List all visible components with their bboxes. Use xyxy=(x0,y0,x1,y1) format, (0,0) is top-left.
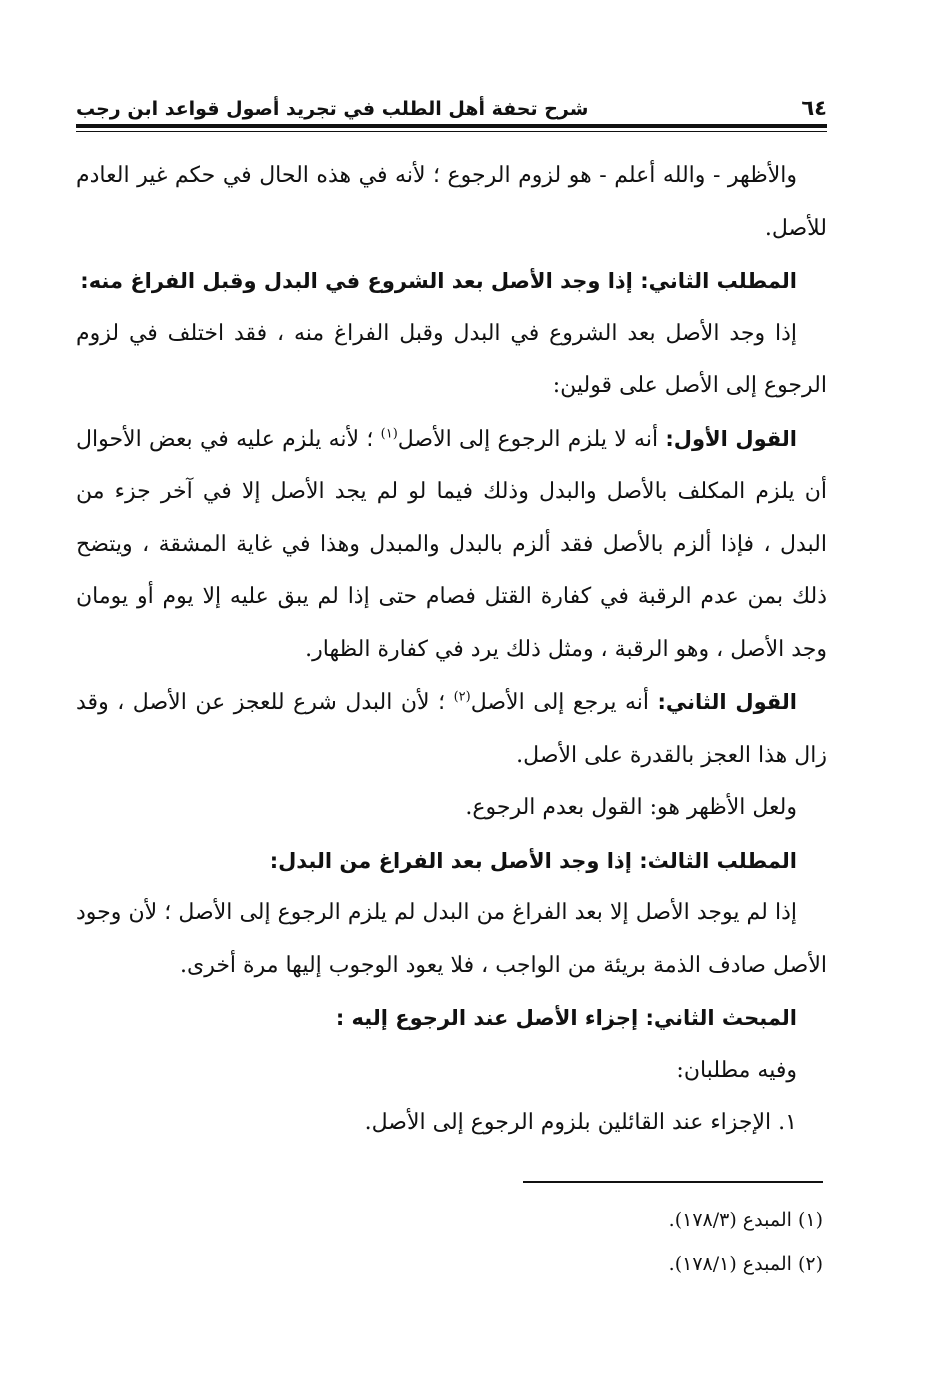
section-heading: المطلب الثالث: إذا وجد الأصل بعد الفراغ من البدل: xyxy=(269,848,797,873)
body-text xyxy=(76,150,827,1150)
footnotes xyxy=(323,1198,823,1286)
book-title: شرح تحفة أهل الطلب في تجريد أصول قواعد ابن رجب xyxy=(76,98,589,120)
paragraph-first-opinion xyxy=(76,413,827,677)
opinion-text-continued: ؛ لأن البدل شرع للعجز عن الأصل ، وقد زال هذا العجز بالقدرة على الأصل. xyxy=(76,690,827,768)
footnote-ref[interactable]: (٢) xyxy=(453,689,471,705)
opinion-label: القول الأول: xyxy=(665,426,798,451)
opinion-text-continued: ؛ لأنه يلزم عليه في بعض الأحوال أن يلزم المكلف بالأصل والبدل وذلك فيما لو لم يجد الأصل إلا في آخر جزء من البدل ، فإذا ألزم بالأصل فقد ألزم بالبدل والمبدل وهذا في غاية المشقة ، ويتضح ذلك بمن عدم الرقبة في كفارة القتل فصام حتى إذا لم يبق عليه إلا يوم أو يومان وجد الأصل ، وهو الرقبة ، ومثل ذلك يرد في كفارة الظهار. xyxy=(76,426,827,662)
running-header xyxy=(76,88,827,120)
footnote-ref[interactable]: (١) xyxy=(380,426,398,442)
list-item: ١. الإجزاء عند القائلين بلزوم الرجوع إلى الأصل. xyxy=(364,1110,797,1135)
paragraph-second-opinion xyxy=(76,676,827,782)
footnote-1: (١) المبدع (١٧٨/٣). xyxy=(668,1209,823,1231)
opinion-text: أنه لا يلزم الرجوع إلى الأصل xyxy=(397,426,666,452)
paragraph: إذا وجد الأصل بعد الشروع في البدل وقبل الفراغ منه ، فقد اختلف في لزوم الرجوع إلى الأصل على قولين: xyxy=(76,320,827,398)
footnote-separator xyxy=(523,1181,823,1183)
header-rule-thin xyxy=(76,131,827,132)
opinion-text: أنه يرجع إلى الأصل xyxy=(470,690,658,715)
opinion-label: القول الثاني: xyxy=(657,690,797,714)
chapter-heading: المبحث الثاني: إجزاء الأصل عند الرجوع إليه : xyxy=(335,1006,797,1030)
paragraph: إذا لم يوجد الأصل إلا بعد الفراغ من البدل لم يلزم الرجوع إلى الأصل ؛ لأن وجود الأصل صادف الذمة بريئة من الواجب ، فلا يعود الوجوب إليها مرة أخرى. xyxy=(76,900,827,978)
footnote-2: (٢) المبدع (١٧٨/١). xyxy=(668,1253,823,1275)
section-heading: المطلب الثاني: إذا وجد الأصل بعد الشروع في البدل وقبل الفراغ منه: xyxy=(80,269,797,293)
page-number: ٦٤ xyxy=(801,96,827,120)
paragraph: وفيه مطلبان: xyxy=(676,1057,797,1083)
paragraph: ولعل الأظهر هو: القول بعدم الرجوع. xyxy=(465,795,797,820)
paragraph: والأظهر - والله أعلم - هو لزوم الرجوع ؛ لأنه في هذه الحال في حكم غير العادم للأصل. xyxy=(76,163,827,241)
header-rule xyxy=(76,124,827,128)
